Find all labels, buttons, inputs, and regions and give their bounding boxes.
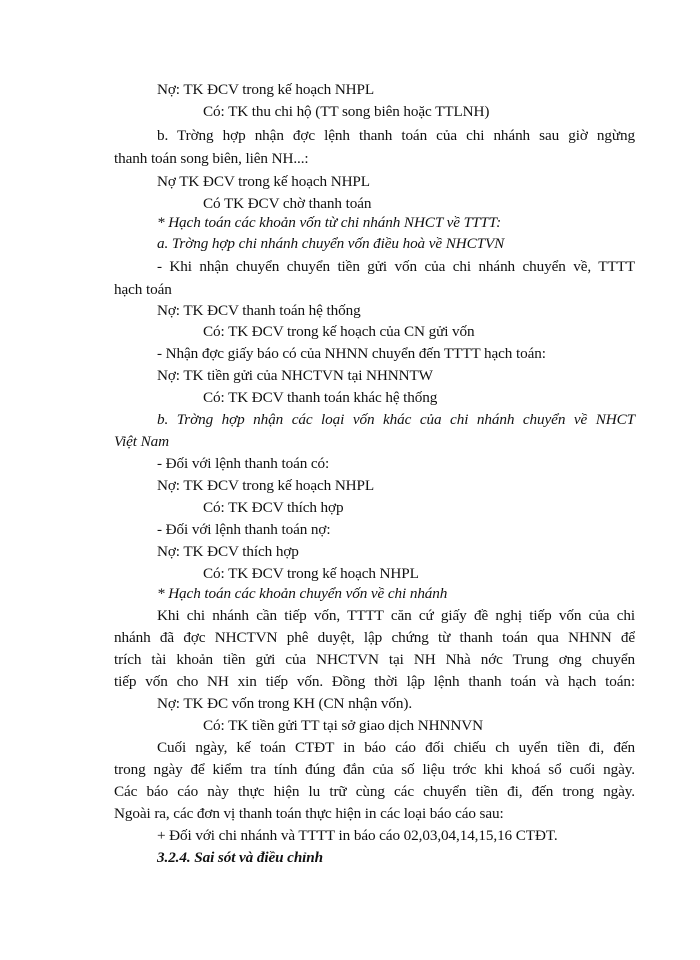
text-line: Nợ: TK ĐCV trong kế hoạch NHPL bbox=[157, 81, 375, 98]
text-line: Có: TK ĐCV trong kế hoạch NHPL bbox=[203, 565, 419, 582]
text-line: Nợ TK ĐCV trong kế hoạch NHPL bbox=[157, 173, 370, 190]
text-line: + Đối với chi nhánh và TTTT in báo cáo 02,03,04,14,15,16 CTĐT. bbox=[157, 827, 558, 844]
text-line: Khi chi nhánh cần tiếp vốn, TTTT căn cứ giấy đề nghị tiếp vốn của chi bbox=[157, 607, 635, 624]
text-line: Các báo cáo này thực hiện lu trữ cùng các chuyển tiền đi, đến trong ngày. bbox=[114, 783, 635, 800]
text-line: Nợ: TK ĐCV trong kế hoạch NHPL bbox=[157, 477, 375, 494]
subsection-heading: b. Trờng hợp nhận các loại vốn khác của chi nhánh chuyển về NHCT bbox=[157, 411, 635, 428]
text-line: Nợ: TK ĐC vốn trong KH (CN nhận vốn). bbox=[157, 695, 413, 712]
section-heading: * Hạch toán các khoản chuyển vốn về chi nhánh bbox=[157, 585, 448, 602]
text-line: Có: TK ĐCV thanh toán khác hệ thống bbox=[203, 389, 438, 406]
text-line: - Đối với lệnh thanh toán nợ: bbox=[157, 521, 331, 538]
subsection-heading: a. Trờng hợp chi nhánh chuyển vốn điều hoà về NHCTVN bbox=[157, 235, 505, 252]
text-line: Nợ: TK ĐCV thanh toán hệ thống bbox=[157, 302, 361, 319]
text-line: hạch toán bbox=[114, 281, 172, 298]
text-line: Nợ: TK ĐCV thích hợp bbox=[157, 543, 299, 560]
text-line: thanh toán song biên, liên NH...: bbox=[114, 150, 309, 167]
text-line: - Nhận đợc giấy báo có của NHNN chuyển đến TTTT hạch toán: bbox=[157, 345, 546, 362]
text-line: Có: TK ĐCV trong kế hoạch của CN gửi vốn bbox=[203, 323, 475, 340]
text-line: trong ngày để kiểm tra tính đúng đắn của số liệu trớc khi khoá sổ cuối ngày. bbox=[114, 761, 635, 778]
text-line: trích tài khoản tiền gửi của NHCTVN tại NH Nhà nớc Trung ơng chuyển bbox=[114, 651, 635, 668]
text-line: Có TK ĐCV chờ thanh toán bbox=[203, 195, 372, 212]
text-line: b. Trờng hợp nhận đợc lệnh thanh toán của chi nhánh sau giờ ngừng bbox=[157, 127, 635, 144]
text-line: Ngoài ra, các đơn vị thanh toán thực hiện in các loại báo cáo sau: bbox=[114, 805, 504, 822]
text-line: Có: TK ĐCV thích hợp bbox=[203, 499, 344, 516]
subsection-heading: Việt Nam bbox=[114, 433, 170, 450]
text-line: tiếp vốn cho NH xin tiếp vốn. Đồng thời lập lệnh thanh toán và hạch toán: bbox=[114, 673, 635, 690]
text-line: Nợ: TK tiền gửi của NHCTVN tại NHNNTW bbox=[157, 367, 433, 384]
text-line: Có: TK thu chi hộ (TT song biên hoặc TTLNH) bbox=[203, 103, 490, 120]
text-line: Cuối ngày, kế toán CTĐT in báo cáo đối chiếu ch uyển tiền đi, đến bbox=[157, 739, 635, 756]
section-title: 3.2.4. Sai sót và điều chỉnh bbox=[157, 849, 323, 866]
text-line: nhánh đã đợc NHCTVN phê duyệt, lập chứng từ thanh toán qua NHNN để bbox=[114, 629, 635, 646]
text-line: Có: TK tiền gửi TT tại sở giao dịch NHNNVN bbox=[203, 717, 483, 734]
text-line: - Khi nhận chuyển chuyển tiền gửi vốn của chi nhánh chuyển về, TTTT bbox=[157, 258, 635, 275]
section-heading: * Hạch toán các khoản vốn từ chi nhánh NHCT về TTTT: bbox=[157, 214, 502, 231]
text-line: - Đối với lệnh thanh toán có: bbox=[157, 455, 330, 472]
